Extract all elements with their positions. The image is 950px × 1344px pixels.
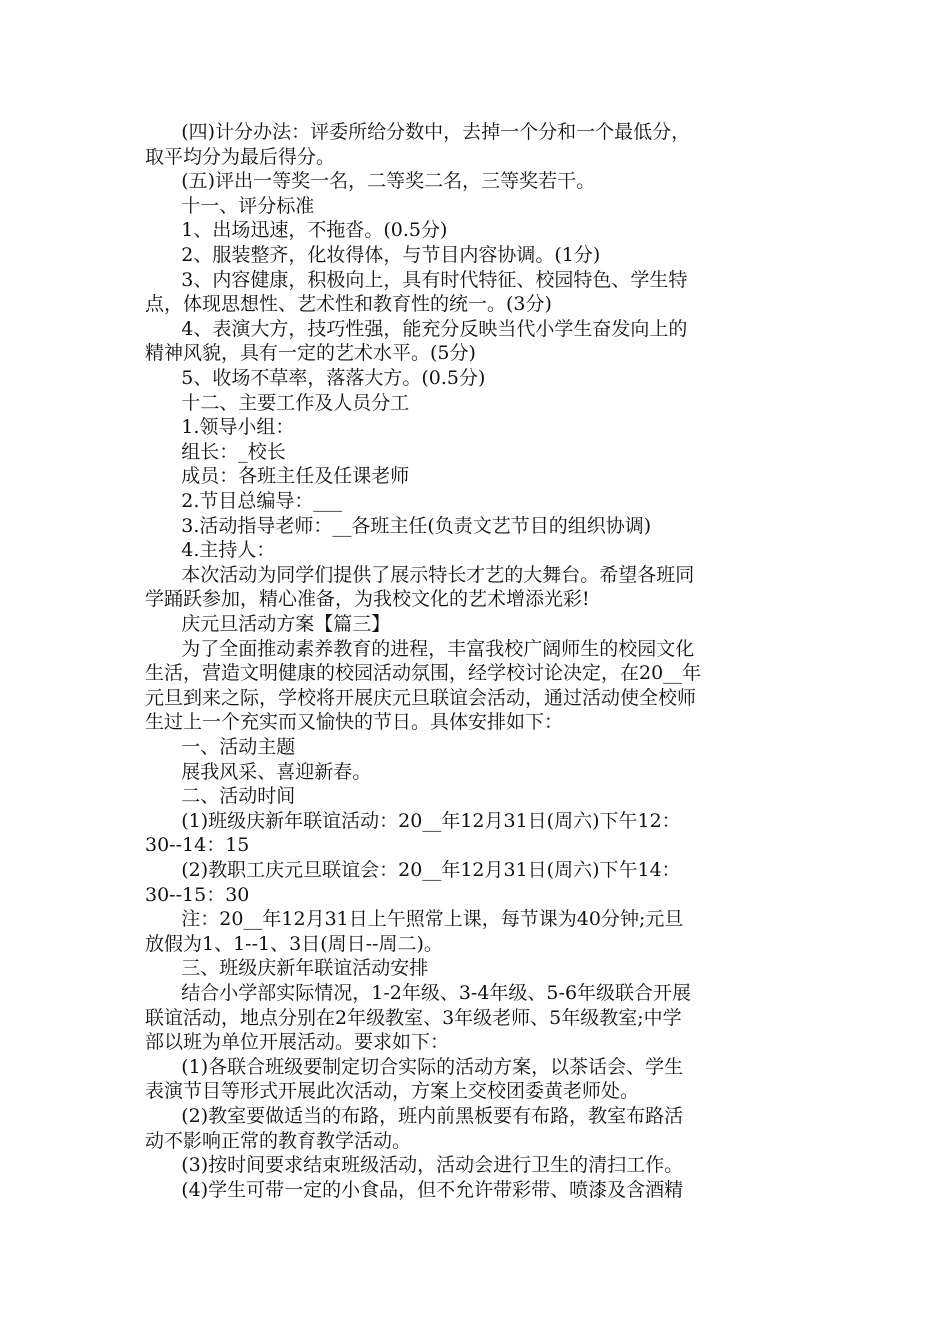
text-line: 十一、评分标准 xyxy=(145,194,315,217)
text-line: 5、收场不草率，落落大方。(0.5分) xyxy=(145,367,486,389)
text-line: 3、内容健康，积极向上，具有时代特征、校园特色、学生特 xyxy=(145,268,688,291)
text-line: 三、班级庆新年联谊活动安排 xyxy=(145,957,429,980)
text-line: (3)按时间要求结束班级活动，活动会进行卫生的清扫工作。 xyxy=(145,1154,684,1177)
text-line: 学踊跃参加，精心准备，为我校文化的艺术增添光彩! xyxy=(145,588,590,611)
text-line: 30--14：15 xyxy=(145,834,250,857)
text-line: 动不影响正常的教育教学活动。 xyxy=(145,1129,412,1152)
text-line: 生过上一个充实而又愉快的节日。具体安排如下： xyxy=(145,711,564,734)
text-line: 本次活动为同学们提供了展示特长才艺的大舞台。希望各班同 xyxy=(145,563,695,586)
text-line: 2、服装整齐，化妆得体，与节目内容协调。(1分) xyxy=(145,244,601,266)
text-line: 展我风采、喜迎新春。 xyxy=(145,760,372,783)
text-line: 精神风貌，具有一定的艺术水平。(5分) xyxy=(145,342,476,365)
text-line: 注：20__年12月31日上午照常上课，每节课为40分钟;元旦 xyxy=(145,908,684,931)
text-line: (4)学生可带一定的小食品，但不允许带彩带、喷漆及含酒精 xyxy=(145,1178,684,1201)
text-line: 部以班为单位开展活动。要求如下： xyxy=(145,1031,450,1054)
text-line: 十二、主要工作及人员分工 xyxy=(145,391,410,414)
text-line: 2.节目总编导：___ xyxy=(145,490,342,512)
text-line: 结合小学部实际情况，1-2年级、3-4年级、5-6年级联合开展 xyxy=(145,982,692,1004)
text-line: 庆元旦活动方案【篇三】 xyxy=(145,613,391,635)
text-line: 4、表演大方，技巧性强，能充分反映当代小学生奋发向上的 xyxy=(145,317,688,340)
text-line: (1)班级庆新年联谊活动：20__年12月31日(周六)下午12： xyxy=(145,809,681,832)
text-line: 组长：_校长 xyxy=(145,440,286,463)
text-line: 成员：各班主任及任课老师 xyxy=(145,465,410,488)
text-line: (2)教室要做适当的布路，班内前黑板要有布路，教室布路活 xyxy=(145,1105,684,1127)
text-line: 1.领导小组： xyxy=(145,416,295,439)
text-line: 4.主持人： xyxy=(145,539,276,562)
text-line: (五)评出一等奖一名，二等奖二名，三等奖若干。 xyxy=(145,170,596,193)
text-line: 为了全面推动素养教育的进程，丰富我校广阔师生的校园文化 xyxy=(145,637,695,660)
text-line: 点，体现思想性、艺术性和教育性的统一。(3分) xyxy=(145,293,552,316)
text-line: 元旦到来之际，学校将开展庆元旦联谊会活动，通过活动使全校师 xyxy=(145,686,697,709)
text-line: 生活，营造文明健康的校园活动氛围，经学校讨论决定，在20__年 xyxy=(145,662,702,685)
text-line: (2)教职工庆元旦联谊会：20__年12月31日(周六)下午14： xyxy=(145,859,681,881)
text-line: 1、出场迅速，不拖沓。(0.5分) xyxy=(145,219,448,242)
text-line: (1)各联合班级要制定切合实际的活动方案，以茶话会、学生 xyxy=(145,1055,684,1078)
text-line: 一、活动主题 xyxy=(145,736,296,758)
text-line: 联谊活动，地点分别在2年级教室、3年级老师、5年级教室;中学 xyxy=(145,1006,682,1029)
text-line: 表演节目等形式开展此次活动，方案上交校团委黄老师处。 xyxy=(145,1080,640,1103)
text-line: 放假为1、1--1、3日(周日--周二)。 xyxy=(145,932,443,955)
text-line: (四)计分办法：评委所给分数中，去掉一个分和一个最低分， xyxy=(145,121,691,143)
text-line: 二、活动时间 xyxy=(145,785,296,808)
text-line: 取平均分为最后得分。 xyxy=(145,145,336,168)
text-line: 3.活动指导老师：__各班主任(负责文艺节目的组织协调) xyxy=(145,514,652,537)
text-line: 30--15：30 xyxy=(145,883,250,906)
